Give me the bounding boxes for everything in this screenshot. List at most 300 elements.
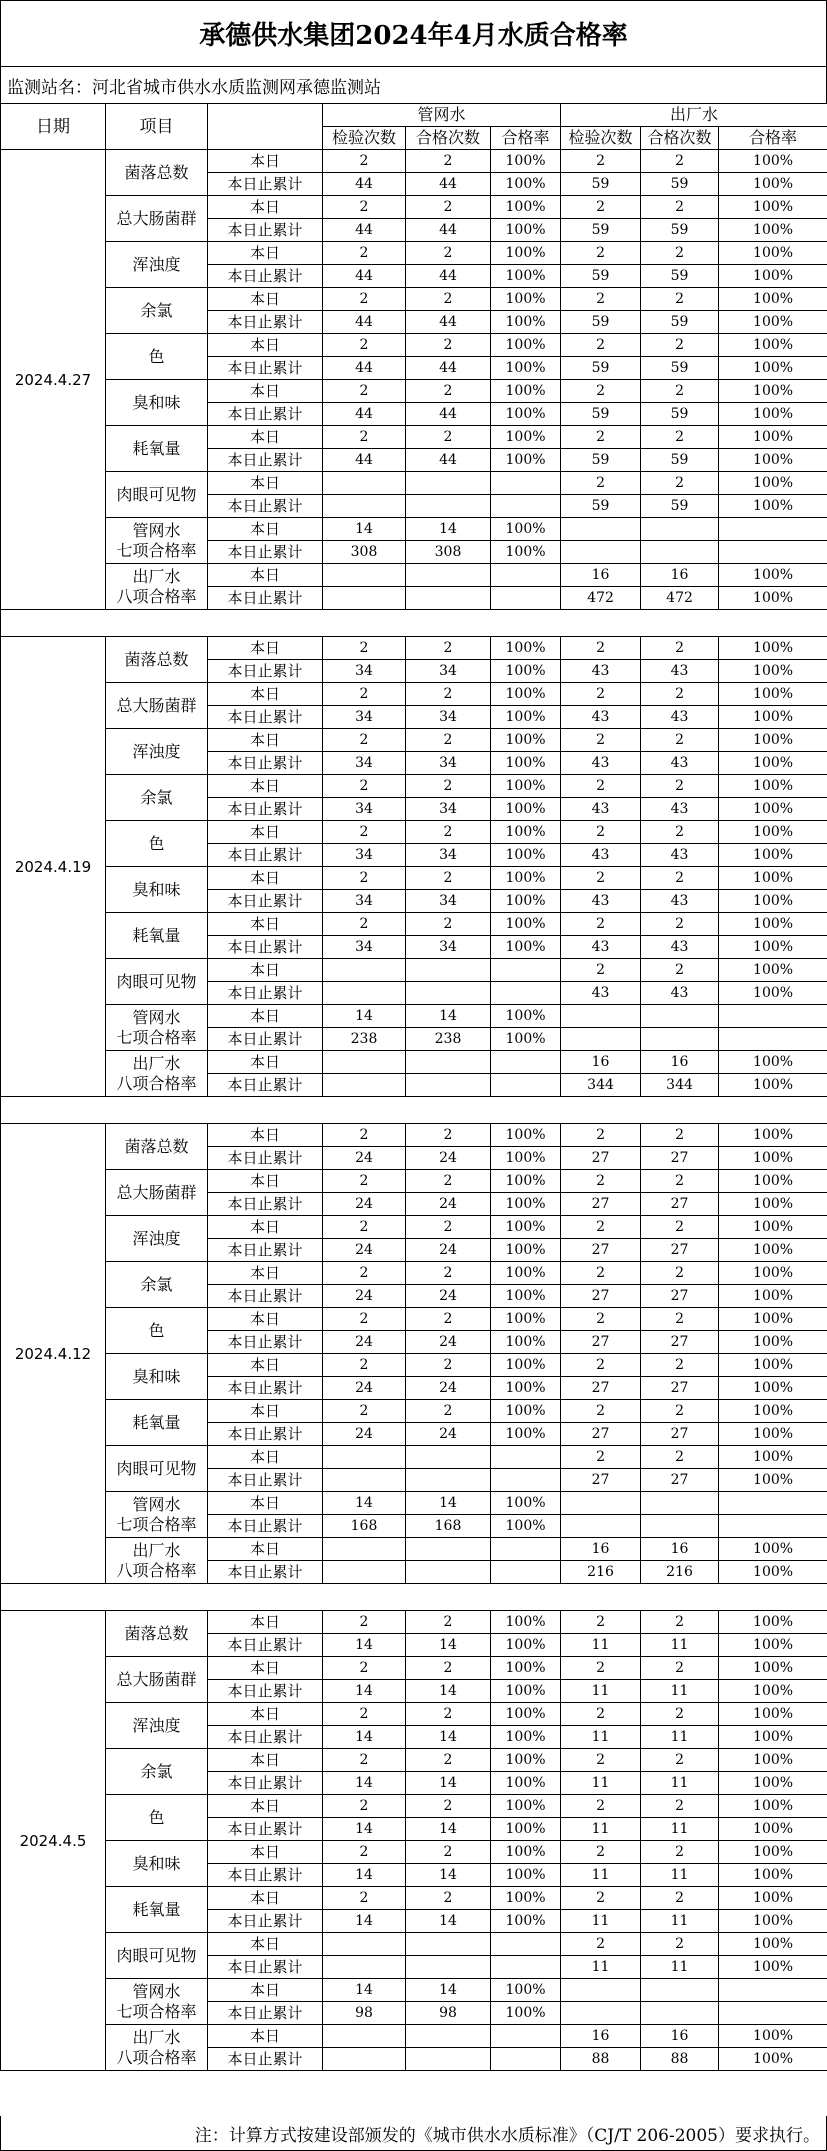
network-passes-cell: 34 bbox=[406, 706, 491, 729]
plant-rate-cell: 100% bbox=[719, 357, 827, 380]
period-cumulative: 本日止累计 bbox=[208, 936, 323, 959]
table-row bbox=[1, 1749, 827, 1772]
plant-tests-cell: 2 bbox=[561, 1216, 641, 1239]
plant-rate-cell: 100% bbox=[719, 844, 827, 867]
network-passes-cell: 24 bbox=[406, 1193, 491, 1216]
network-tests-cell bbox=[323, 1446, 406, 1469]
plant-tests-cell: 2 bbox=[561, 821, 641, 844]
plant-rate-cell: 100% bbox=[719, 1262, 827, 1285]
plant-passes-cell: 88 bbox=[641, 2048, 719, 2071]
plant-tests-cell: 2 bbox=[561, 1795, 641, 1818]
table-row bbox=[1, 150, 827, 173]
period-cumulative: 本日止累计 bbox=[208, 587, 323, 610]
plant-tests-cell: 2 bbox=[561, 683, 641, 706]
table-row bbox=[1, 1262, 827, 1285]
plant-rate-cell bbox=[719, 2002, 827, 2025]
table-row bbox=[1, 242, 827, 265]
item-cell: 耗氧量 bbox=[106, 1400, 208, 1446]
header-plant-passes: 合格次数 bbox=[641, 127, 719, 150]
network-rate-cell bbox=[491, 1933, 561, 1956]
network-tests-cell: 14 bbox=[323, 1492, 406, 1515]
plant-tests-cell: 2 bbox=[561, 242, 641, 265]
network-passes-cell: 24 bbox=[406, 1239, 491, 1262]
network-tests-cell: 2 bbox=[323, 775, 406, 798]
plant-passes-cell: 2 bbox=[641, 380, 719, 403]
plant-rate-cell: 100% bbox=[719, 2048, 827, 2071]
plant-passes-cell: 2 bbox=[641, 1354, 719, 1377]
period-cumulative: 本日止累计 bbox=[208, 1864, 323, 1887]
period-cumulative: 本日止累计 bbox=[208, 1147, 323, 1170]
network-tests-cell: 2 bbox=[323, 150, 406, 173]
gap-cell bbox=[106, 1097, 208, 1124]
period-cumulative: 本日止累计 bbox=[208, 844, 323, 867]
network-passes-cell bbox=[406, 2048, 491, 2071]
plant-rate-cell bbox=[719, 1979, 827, 2002]
period-day: 本日 bbox=[208, 1538, 323, 1561]
network-tests-cell: 2 bbox=[323, 867, 406, 890]
item-cell bbox=[106, 564, 208, 610]
network-rate-cell: 100% bbox=[491, 1864, 561, 1887]
plant-rate-cell: 100% bbox=[719, 1772, 827, 1795]
plant-rate-cell: 100% bbox=[719, 1703, 827, 1726]
period-day: 本日 bbox=[208, 1887, 323, 1910]
plant-tests-cell: 2 bbox=[561, 1262, 641, 1285]
network-passes-cell: 2 bbox=[406, 1611, 491, 1634]
footnote: 注：计算方式按建设部颁发的《城市供水水质标准》（CJ/T 206-2005）要求执行。 bbox=[0, 2116, 827, 2151]
network-tests-cell: 238 bbox=[323, 1028, 406, 1051]
plant-rate-cell: 100% bbox=[719, 1795, 827, 1818]
network-tests-cell: 2 bbox=[323, 1611, 406, 1634]
network-passes-cell: 44 bbox=[406, 403, 491, 426]
period-day: 本日 bbox=[208, 1216, 323, 1239]
network-rate-cell: 100% bbox=[491, 357, 561, 380]
gap-cell bbox=[561, 1097, 641, 1124]
plant-tests-cell: 27 bbox=[561, 1331, 641, 1354]
network-rate-cell: 100% bbox=[491, 150, 561, 173]
network-passes-cell: 44 bbox=[406, 449, 491, 472]
network-tests-cell: 44 bbox=[323, 219, 406, 242]
network-rate-cell: 100% bbox=[491, 729, 561, 752]
plant-tests-cell: 27 bbox=[561, 1193, 641, 1216]
period-day: 本日 bbox=[208, 1446, 323, 1469]
plant-tests-cell: 472 bbox=[561, 587, 641, 610]
period-cumulative: 本日止累计 bbox=[208, 1028, 323, 1051]
item-cell: 总大肠菌群 bbox=[106, 1657, 208, 1703]
network-tests-cell: 14 bbox=[323, 1005, 406, 1028]
gap-cell bbox=[641, 610, 719, 637]
network-passes-cell bbox=[406, 1933, 491, 1956]
plant-rate-cell: 100% bbox=[719, 729, 827, 752]
plant-passes-cell: 27 bbox=[641, 1193, 719, 1216]
period-day: 本日 bbox=[208, 242, 323, 265]
plant-tests-cell: 43 bbox=[561, 706, 641, 729]
section-gap bbox=[1, 610, 827, 637]
network-rate-cell: 100% bbox=[491, 706, 561, 729]
plant-passes-cell: 43 bbox=[641, 798, 719, 821]
gap-cell bbox=[719, 1584, 827, 1611]
network-passes-cell: 2 bbox=[406, 821, 491, 844]
plant-rate-cell: 100% bbox=[719, 1331, 827, 1354]
network-passes-cell: 2 bbox=[406, 334, 491, 357]
network-passes-cell: 14 bbox=[406, 1634, 491, 1657]
network-tests-cell: 14 bbox=[323, 1772, 406, 1795]
item-label-line-1: 管网水 bbox=[132, 1494, 181, 1514]
period-day: 本日 bbox=[208, 1703, 323, 1726]
network-passes-cell: 2 bbox=[406, 637, 491, 660]
network-passes-cell: 2 bbox=[406, 1308, 491, 1331]
period-cumulative: 本日止累计 bbox=[208, 403, 323, 426]
plant-passes-cell bbox=[641, 1515, 719, 1538]
plant-tests-cell: 11 bbox=[561, 1864, 641, 1887]
period-day: 本日 bbox=[208, 1400, 323, 1423]
period-day: 本日 bbox=[208, 2025, 323, 2048]
period-day: 本日 bbox=[208, 1749, 323, 1772]
period-day: 本日 bbox=[208, 1354, 323, 1377]
plant-tests-cell: 2 bbox=[561, 1657, 641, 1680]
plant-passes-cell: 43 bbox=[641, 752, 719, 775]
network-passes-cell: 98 bbox=[406, 2002, 491, 2025]
plant-passes-cell: 11 bbox=[641, 1956, 719, 1979]
network-tests-cell: 34 bbox=[323, 660, 406, 683]
item-cell: 臭和味 bbox=[106, 1841, 208, 1887]
gap-cell bbox=[641, 1584, 719, 1611]
network-passes-cell: 2 bbox=[406, 1657, 491, 1680]
plant-rate-cell: 100% bbox=[719, 449, 827, 472]
network-tests-cell: 14 bbox=[323, 1910, 406, 1933]
network-tests-cell: 2 bbox=[323, 913, 406, 936]
plant-rate-cell: 100% bbox=[719, 1446, 827, 1469]
plant-tests-cell bbox=[561, 1492, 641, 1515]
period-cumulative: 本日止累计 bbox=[208, 1331, 323, 1354]
plant-rate-cell: 100% bbox=[719, 1285, 827, 1308]
network-rate-cell bbox=[491, 1561, 561, 1584]
plant-passes-cell: 43 bbox=[641, 844, 719, 867]
period-day: 本日 bbox=[208, 1005, 323, 1028]
network-tests-cell: 44 bbox=[323, 173, 406, 196]
network-rate-cell: 100% bbox=[491, 242, 561, 265]
plant-tests-cell: 2 bbox=[561, 1703, 641, 1726]
network-tests-cell: 2 bbox=[323, 1887, 406, 1910]
item-label-line-2: 七项合格率 bbox=[116, 1027, 197, 1047]
item-cell: 余氯 bbox=[106, 775, 208, 821]
header-network-passes: 合格次数 bbox=[406, 127, 491, 150]
period-cumulative: 本日止累计 bbox=[208, 449, 323, 472]
period-cumulative: 本日止累计 bbox=[208, 1469, 323, 1492]
network-tests-cell: 24 bbox=[323, 1239, 406, 1262]
network-passes-cell: 2 bbox=[406, 1262, 491, 1285]
plant-rate-cell: 100% bbox=[719, 1933, 827, 1956]
gap-cell bbox=[1, 1097, 106, 1124]
plant-passes-cell bbox=[641, 1492, 719, 1515]
item-cell: 臭和味 bbox=[106, 380, 208, 426]
plant-passes-cell: 11 bbox=[641, 1864, 719, 1887]
plant-passes-cell: 11 bbox=[641, 1818, 719, 1841]
plant-passes-cell: 59 bbox=[641, 265, 719, 288]
plant-passes-cell: 59 bbox=[641, 495, 719, 518]
plant-passes-cell: 2 bbox=[641, 867, 719, 890]
gap-cell bbox=[561, 1584, 641, 1611]
network-rate-cell bbox=[491, 1469, 561, 1492]
item-cell: 臭和味 bbox=[106, 1354, 208, 1400]
plant-tests-cell: 27 bbox=[561, 1285, 641, 1308]
plant-tests-cell bbox=[561, 541, 641, 564]
item-label-line-1: 出厂水 bbox=[132, 1053, 181, 1073]
plant-rate-cell: 100% bbox=[719, 1377, 827, 1400]
plant-passes-cell: 59 bbox=[641, 403, 719, 426]
network-rate-cell: 100% bbox=[491, 1841, 561, 1864]
item-cell bbox=[106, 1005, 208, 1051]
network-tests-cell: 2 bbox=[323, 426, 406, 449]
network-rate-cell: 100% bbox=[491, 1028, 561, 1051]
item-cell: 余氯 bbox=[106, 288, 208, 334]
network-rate-cell: 100% bbox=[491, 2002, 561, 2025]
period-cumulative: 本日止累计 bbox=[208, 1285, 323, 1308]
network-tests-cell: 24 bbox=[323, 1331, 406, 1354]
table-row bbox=[1, 518, 827, 541]
network-passes-cell: 2 bbox=[406, 1216, 491, 1239]
section-gap bbox=[1, 1584, 827, 1611]
period-cumulative: 本日止累计 bbox=[208, 1634, 323, 1657]
plant-rate-cell: 100% bbox=[719, 1193, 827, 1216]
network-tests-cell bbox=[323, 587, 406, 610]
network-passes-cell bbox=[406, 1446, 491, 1469]
network-tests-cell: 44 bbox=[323, 357, 406, 380]
plant-rate-cell bbox=[719, 518, 827, 541]
network-tests-cell: 14 bbox=[323, 1680, 406, 1703]
network-rate-cell: 100% bbox=[491, 334, 561, 357]
plant-rate-cell: 100% bbox=[719, 334, 827, 357]
period-cumulative: 本日止累计 bbox=[208, 357, 323, 380]
plant-tests-cell: 11 bbox=[561, 1818, 641, 1841]
gap-cell bbox=[491, 1584, 561, 1611]
plant-passes-cell bbox=[641, 1005, 719, 1028]
item-label-line-1: 管网水 bbox=[132, 520, 181, 540]
table-row bbox=[1, 1400, 827, 1423]
plant-passes-cell: 11 bbox=[641, 1726, 719, 1749]
network-rate-cell: 100% bbox=[491, 637, 561, 660]
gap-cell bbox=[1, 610, 106, 637]
plant-passes-cell: 27 bbox=[641, 1285, 719, 1308]
plant-tests-cell: 43 bbox=[561, 660, 641, 683]
plant-rate-cell: 100% bbox=[719, 1124, 827, 1147]
network-rate-cell: 100% bbox=[491, 265, 561, 288]
plant-rate-cell: 100% bbox=[719, 472, 827, 495]
network-rate-cell: 100% bbox=[491, 1239, 561, 1262]
period-cumulative: 本日止累计 bbox=[208, 798, 323, 821]
item-cell bbox=[106, 518, 208, 564]
network-tests-cell: 24 bbox=[323, 1147, 406, 1170]
plant-tests-cell: 2 bbox=[561, 1400, 641, 1423]
plant-tests-cell: 2 bbox=[561, 1887, 641, 1910]
plant-tests-cell: 2 bbox=[561, 288, 641, 311]
network-passes-cell bbox=[406, 2025, 491, 2048]
item-cell: 浑浊度 bbox=[106, 1216, 208, 1262]
table-row bbox=[1, 1538, 827, 1561]
table-row bbox=[1, 196, 827, 219]
item-cell: 肉眼可见物 bbox=[106, 1933, 208, 1979]
gap-cell bbox=[208, 610, 323, 637]
plant-rate-cell: 100% bbox=[719, 959, 827, 982]
plant-rate-cell: 100% bbox=[719, 265, 827, 288]
network-tests-cell: 34 bbox=[323, 798, 406, 821]
network-rate-cell bbox=[491, 472, 561, 495]
network-passes-cell: 2 bbox=[406, 775, 491, 798]
period-day: 本日 bbox=[208, 959, 323, 982]
network-rate-cell bbox=[491, 1538, 561, 1561]
plant-passes-cell: 2 bbox=[641, 1887, 719, 1910]
item-label-line-2: 八项合格率 bbox=[116, 1560, 197, 1580]
period-day: 本日 bbox=[208, 1308, 323, 1331]
item-cell: 浑浊度 bbox=[106, 729, 208, 775]
network-rate-cell: 100% bbox=[491, 1377, 561, 1400]
plant-tests-cell: 11 bbox=[561, 1772, 641, 1795]
network-rate-cell: 100% bbox=[491, 1657, 561, 1680]
network-passes-cell: 2 bbox=[406, 288, 491, 311]
network-rate-cell: 100% bbox=[491, 844, 561, 867]
plant-passes-cell: 2 bbox=[641, 288, 719, 311]
network-rate-cell: 100% bbox=[491, 1910, 561, 1933]
gap-cell bbox=[323, 610, 406, 637]
network-tests-cell bbox=[323, 1469, 406, 1492]
period-day: 本日 bbox=[208, 1611, 323, 1634]
network-passes-cell: 44 bbox=[406, 173, 491, 196]
network-rate-cell: 100% bbox=[491, 1979, 561, 2002]
network-tests-cell: 2 bbox=[323, 1262, 406, 1285]
network-tests-cell: 2 bbox=[323, 1400, 406, 1423]
network-rate-cell: 100% bbox=[491, 1147, 561, 1170]
item-label-line-1: 管网水 bbox=[132, 1007, 181, 1027]
network-passes-cell: 44 bbox=[406, 311, 491, 334]
network-passes-cell: 2 bbox=[406, 1887, 491, 1910]
period-cumulative: 本日止累计 bbox=[208, 1680, 323, 1703]
network-rate-cell: 100% bbox=[491, 913, 561, 936]
plant-rate-cell: 100% bbox=[719, 683, 827, 706]
plant-passes-cell: 2 bbox=[641, 959, 719, 982]
plant-tests-cell bbox=[561, 1515, 641, 1538]
plant-tests-cell: 2 bbox=[561, 196, 641, 219]
item-cell: 浑浊度 bbox=[106, 242, 208, 288]
network-tests-cell: 44 bbox=[323, 403, 406, 426]
plant-tests-cell bbox=[561, 2002, 641, 2025]
section-gap bbox=[1, 1097, 827, 1124]
network-tests-cell: 44 bbox=[323, 265, 406, 288]
plant-rate-cell: 100% bbox=[719, 936, 827, 959]
plant-tests-cell: 27 bbox=[561, 1469, 641, 1492]
table-row bbox=[1, 913, 827, 936]
plant-passes-cell bbox=[641, 518, 719, 541]
table-row bbox=[1, 1611, 827, 1634]
plant-tests-cell: 59 bbox=[561, 219, 641, 242]
network-rate-cell: 100% bbox=[491, 1423, 561, 1446]
item-cell: 总大肠菌群 bbox=[106, 1170, 208, 1216]
period-cumulative: 本日止累计 bbox=[208, 495, 323, 518]
network-passes-cell bbox=[406, 587, 491, 610]
header-plant-water: 出厂水 bbox=[561, 104, 827, 127]
network-tests-cell: 24 bbox=[323, 1423, 406, 1446]
plant-rate-cell: 100% bbox=[719, 1400, 827, 1423]
plant-passes-cell: 43 bbox=[641, 660, 719, 683]
plant-rate-cell: 100% bbox=[719, 867, 827, 890]
plant-rate-cell: 100% bbox=[719, 150, 827, 173]
network-rate-cell: 100% bbox=[491, 1680, 561, 1703]
network-passes-cell: 2 bbox=[406, 1749, 491, 1772]
network-rate-cell bbox=[491, 564, 561, 587]
period-cumulative: 本日止累计 bbox=[208, 660, 323, 683]
item-label-line-2: 八项合格率 bbox=[116, 1073, 197, 1093]
table-row bbox=[1, 1703, 827, 1726]
network-rate-cell: 100% bbox=[491, 1354, 561, 1377]
plant-tests-cell: 11 bbox=[561, 1956, 641, 1979]
plant-tests-cell: 11 bbox=[561, 1634, 641, 1657]
network-rate-cell: 100% bbox=[491, 173, 561, 196]
network-passes-cell: 14 bbox=[406, 1005, 491, 1028]
plant-passes-cell: 2 bbox=[641, 1611, 719, 1634]
network-rate-cell: 100% bbox=[491, 1611, 561, 1634]
network-passes-cell: 2 bbox=[406, 196, 491, 219]
plant-tests-cell: 59 bbox=[561, 311, 641, 334]
network-tests-cell bbox=[323, 564, 406, 587]
item-cell: 肉眼可见物 bbox=[106, 472, 208, 518]
plant-tests-cell: 16 bbox=[561, 564, 641, 587]
plant-tests-cell: 59 bbox=[561, 265, 641, 288]
plant-tests-cell: 2 bbox=[561, 1354, 641, 1377]
network-tests-cell: 2 bbox=[323, 1749, 406, 1772]
network-tests-cell: 34 bbox=[323, 844, 406, 867]
network-passes-cell: 2 bbox=[406, 867, 491, 890]
plant-passes-cell: 27 bbox=[641, 1331, 719, 1354]
plant-passes-cell: 27 bbox=[641, 1469, 719, 1492]
gap-cell bbox=[491, 1097, 561, 1124]
network-tests-cell bbox=[323, 1933, 406, 1956]
plant-rate-cell: 100% bbox=[719, 403, 827, 426]
network-passes-cell: 24 bbox=[406, 1147, 491, 1170]
network-passes-cell: 2 bbox=[406, 150, 491, 173]
gap-cell bbox=[208, 1584, 323, 1611]
period-cumulative: 本日止累计 bbox=[208, 1956, 323, 1979]
network-passes-cell: 24 bbox=[406, 1331, 491, 1354]
plant-tests-cell: 27 bbox=[561, 1147, 641, 1170]
table-row bbox=[1, 1795, 827, 1818]
plant-rate-cell: 100% bbox=[719, 587, 827, 610]
network-tests-cell: 34 bbox=[323, 752, 406, 775]
network-passes-cell bbox=[406, 959, 491, 982]
gap-cell bbox=[106, 1584, 208, 1611]
gap-cell bbox=[491, 610, 561, 637]
plant-rate-cell: 100% bbox=[719, 821, 827, 844]
network-passes-cell: 14 bbox=[406, 1726, 491, 1749]
plant-tests-cell: 43 bbox=[561, 982, 641, 1005]
plant-passes-cell: 2 bbox=[641, 1795, 719, 1818]
item-cell: 菌落总数 bbox=[106, 1124, 208, 1170]
period-cumulative: 本日止累计 bbox=[208, 1193, 323, 1216]
plant-tests-cell: 59 bbox=[561, 357, 641, 380]
plant-passes-cell: 2 bbox=[641, 1446, 719, 1469]
plant-tests-cell: 2 bbox=[561, 959, 641, 982]
network-passes-cell bbox=[406, 1051, 491, 1074]
network-passes-cell: 14 bbox=[406, 1818, 491, 1841]
period-cumulative: 本日止累计 bbox=[208, 541, 323, 564]
gap-cell bbox=[406, 1097, 491, 1124]
network-rate-cell: 100% bbox=[491, 518, 561, 541]
item-cell: 色 bbox=[106, 821, 208, 867]
network-passes-cell: 14 bbox=[406, 1979, 491, 2002]
network-rate-cell: 100% bbox=[491, 449, 561, 472]
network-rate-cell: 100% bbox=[491, 196, 561, 219]
network-passes-cell: 14 bbox=[406, 1492, 491, 1515]
table-row bbox=[1, 1170, 827, 1193]
plant-passes-cell: 2 bbox=[641, 729, 719, 752]
network-tests-cell: 14 bbox=[323, 1634, 406, 1657]
